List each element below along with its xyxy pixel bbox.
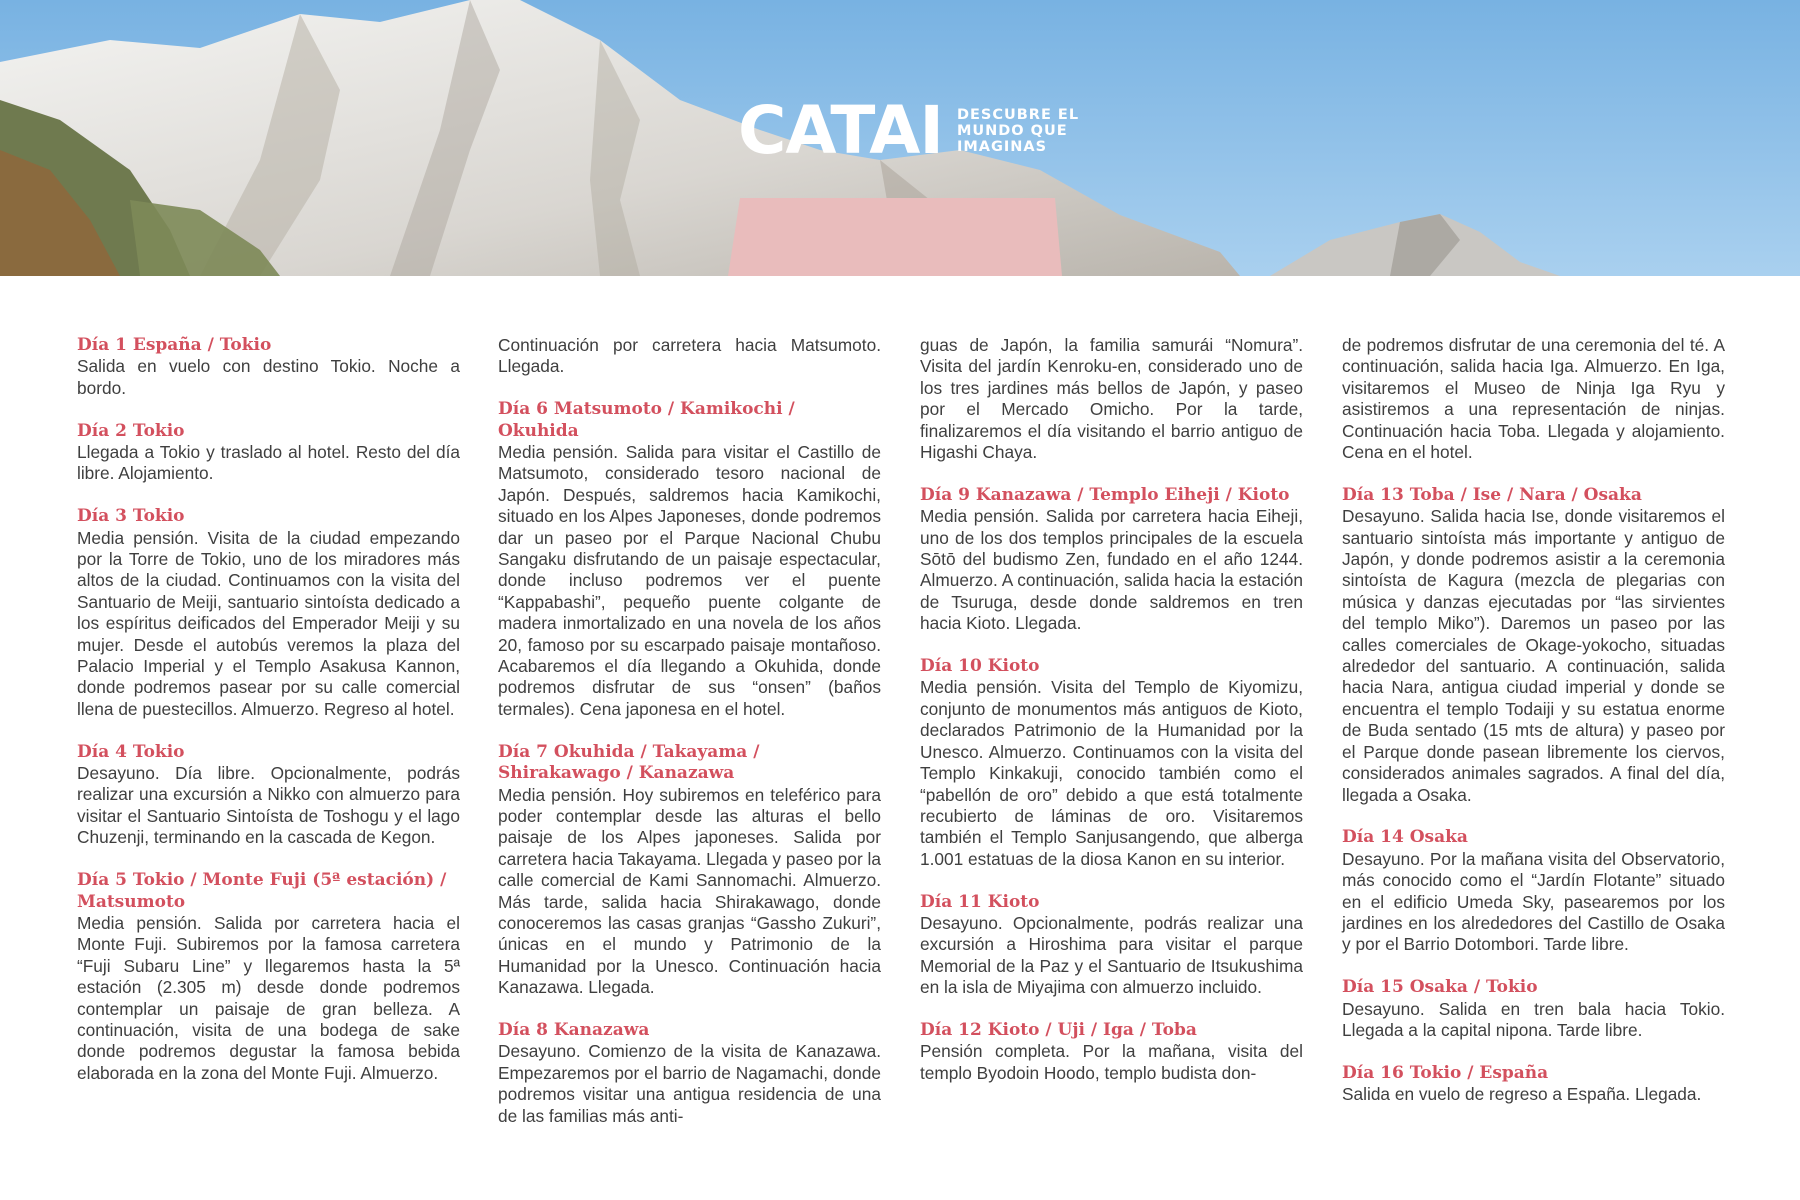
day-entry xyxy=(77,335,460,399)
day-title: Día 16 Tokio / España xyxy=(1342,1062,1549,1083)
day-title: Día 15 Osaka / Tokio xyxy=(1342,977,1538,998)
day-title: Día 14 Osaka xyxy=(1342,827,1468,848)
day-description: Llegada a Tokio y traslado al hotel. Resto del día libre. Alojamiento. xyxy=(77,442,460,484)
day-entry xyxy=(1342,827,1725,955)
day-entry xyxy=(77,506,460,720)
day-title: Día 3 Tokio xyxy=(77,506,185,527)
day-description: Desayuno. Salida hacia Ise, donde visitaremos el santuario sintoísta más importante y antiguo de Japón, y donde podremos asistir a la ceremonia sintoísta de Kagura (mezcla de plegarias con música y danzas ejecutadas por “las sirvientes del templo Miko”). Daremos un paseo por las calles comerciales de Okage-yokocho, situadas alrededor del santuario. A continuación, salida hacia Nara, antigua ciudad imperial y donde se encuentra el templo Todaiji y su estatua enorme de Buda sentado (15 mts de altura) y paseo por el Parque donde pasean libremente los ciervos, considerados animales sagrados. A final del día, llegada a Osaka. xyxy=(1342,506,1725,805)
day-entry xyxy=(920,1020,1303,1084)
day-description: Media pensión. Hoy subiremos en teleférico para poder contemplar desde las alturas el bello paisaje de los Alpes japoneses. Salida por carretera hacia Takayama. Llegada y paseo por la calle comercial de Kami Sannomachi. Almuerzo. Más tarde, salida hacia Shirakawago, donde conoceremos las casas granjas “Gassho Zukuri”, únicas en el mundo y Patrimonio de la Humanidad por la Unesco. Continuación hacia Kanazawa. Llegada. xyxy=(498,784,881,998)
day-title: Día 11 Kioto xyxy=(920,891,1040,912)
day-title: Día 1 España / Tokio xyxy=(77,335,272,355)
day-description: Continuación por carretera hacia Matsumoto. Llegada. xyxy=(498,335,881,377)
day-title: Día 7 Okuhida / Takayama / Shirakawago / Kanazawa xyxy=(498,741,760,784)
day-title: Día 12 Kioto / Uji / Iga / Toba xyxy=(920,1019,1197,1040)
logo-wordmark: CATAI xyxy=(738,92,943,169)
day-description: Media pensión. Salida por carretera hacia Eiheji, uno de los dos templos principales de la escuela Sōtō del budismo Zen, fundado en el año 1244. Almuerzo. A continuación, salida hacia la estación de Tsuruga, desde donde saldremos en tren hacia Kioto. Llegada. xyxy=(920,506,1303,634)
day-description: guas de Japón, la familia samurái “Nomura”. Visita del jardín Kenroku-en, considerado uno de los tres jardines más bellos de Japón, y paseo por el Mercado Omicho. Por la tarde, finalizaremos el día visitando el barrio antiguo de Higashi Chaya. xyxy=(920,335,1303,463)
itinerary-column-3 xyxy=(920,335,1303,1084)
day-continuation xyxy=(1342,335,1725,463)
day-title: Día 9 Kanazawa / Templo Eiheji / Kioto xyxy=(920,484,1290,505)
day-entry xyxy=(1342,485,1725,806)
day-continuation xyxy=(920,335,1303,463)
day-description: Desayuno. Comienzo de la visita de Kanazawa. Empezaremos por el barrio de Nagamachi, donde podremos visitar una antigua residencia de una de las familias más anti- xyxy=(498,1041,881,1126)
day-description: Salida en vuelo con destino Tokio. Noche a bordo. xyxy=(77,356,460,398)
itinerary-column-4 xyxy=(1342,335,1725,1106)
hero-mountain-photo xyxy=(0,0,1800,276)
day-description: Media pensión. Salida para visitar el Castillo de Matsumoto, considerado tesoro nacional de Japón. Después, saldremos hacia Kamikochi, situado en los Alpes Japoneses, donde podremos dar un paseo por el Parque Nacional Chubu Sangaku disfrutando de un paisaje espectacular, donde incluso podremos ver el puente “Kappabashi”, pequeño puente colgante de madera inmortalizado en una novela de los años 20, famoso por su escarpado paisaje montañoso. Acabaremos el día llegando a Okuhida, donde podremos disfrutar de sus “onsen” (baños termales). Cena japonesa en el hotel. xyxy=(498,442,881,719)
day-title: Día 10 Kioto xyxy=(920,656,1040,677)
day-description: Desayuno. Salida en tren bala hacia Tokio. Llegada a la capital nipona. Tarde libre. xyxy=(1342,998,1725,1040)
day-entry xyxy=(920,892,1303,999)
day-entry xyxy=(77,742,460,849)
day-description: Desayuno. Día libre. Opcionalmente, podrás realizar una excursión a Nikko con almuerzo para visitar el Santuario Sintoísta de Toshogu y el lago Chuzenji, terminando en la cascada de Kegon. xyxy=(77,763,460,848)
logo-tagline xyxy=(957,107,1079,155)
day-title: Día 4 Tokio xyxy=(77,741,185,762)
day-entry xyxy=(920,656,1303,870)
day-entry xyxy=(498,399,881,720)
day-description: Desayuno. Por la mañana visita del Observatorio, más conocido como el “Jardín Flotante” situado en el edificio Umeda Sky, pasearemos por los jardines en los alrededores del Castillo de Osaka y por el Barrio Dotombori. Tarde libre. xyxy=(1342,848,1725,955)
day-title: Día 5 Tokio / Monte Fuji (5ª estación) / Matsumoto xyxy=(77,870,447,912)
day-description: Pensión completa. Por la mañana, visita del templo Byodoin Hoodo, templo budista don- xyxy=(920,1041,1303,1083)
day-description: Media pensión. Salida por carretera hacia el Monte Fuji. Subiremos por la famosa carretera “Fuji Subaru Line” y llegaremos hasta la 5ª estación (2.305 m) desde donde podremos contemplar un paisaje de gran belleza. A continuación, visita de una bodega de sake donde podremos degustar la famosa bebida elaborada en la zona del Monte Fuji. Almuerzo. xyxy=(77,912,460,1083)
day-description: Desayuno. Opcionalmente, podrás realizar una excursión a Hiroshima para visitar el parque Memorial de la Paz y el Santuario de Itsukushima en la isla de Miyajima con almuerzo incluido. xyxy=(920,912,1303,998)
day-title: Día 8 Kanazawa xyxy=(498,1019,650,1040)
day-entry xyxy=(1342,1063,1725,1106)
day-title: Día 6 Matsumoto / Kamikochi / Okuhida xyxy=(498,399,795,441)
day-entry xyxy=(77,870,460,1084)
day-entry xyxy=(77,421,460,485)
itinerary-column-2 xyxy=(498,335,881,1127)
day-title: Día 2 Tokio xyxy=(77,420,185,441)
day-entry xyxy=(498,1020,881,1127)
day-description: Media pensión. Visita de la ciudad empezando por la Torre de Tokio, uno de los miradores más altos de la ciudad. Continuamos con la visita del Santuario de Meiji, santuario sintoísta dedicado a los espíritus deificados del Emperador Meiji y su mujer. Desde el autobús veremos la plaza del Palacio Imperial y el Templo Asakusa Kannon, donde podremos pasear por su calle comercial llena de puestecillos. Almuerzo. Regreso al hotel. xyxy=(77,527,460,719)
day-entry xyxy=(498,742,881,999)
day-description: Media pensión. Visita del Templo de Kiyomizu, conjunto de monumentos más antiguos de Kioto, declarados Patrimonio de la Humanidad por la Unesco. Almuerzo. Continuamos con la visita del Templo Kinkakuji, conocido también como el “pabellón de oro” debido a que está totalmente recubierto de láminas de oro. Visitaremos también el Templo Sanjusangendo, que alberga 1.001 estatuas de la diosa Kanon en su interior. xyxy=(920,677,1303,869)
tagline-line: MUNDO QUE xyxy=(956,123,1068,139)
day-description: de podremos disfrutar de una ceremonia del té. A continuación, salida hacia Iga. Almuerzo. En Iga, visitaremos el Museo de Ninja Iga Ryu y asistiremos a una representación de ninjas. Continuación hacia Toba. Llegada y alojamiento. Cena en el hotel. xyxy=(1342,335,1725,463)
tagline-line: IMAGINAS xyxy=(956,139,1048,155)
day-entry xyxy=(920,485,1303,635)
day-entry xyxy=(1342,977,1725,1041)
day-continuation xyxy=(498,335,881,378)
itinerary-column-1 xyxy=(77,335,460,1084)
pink-banner-shape xyxy=(728,198,1062,276)
catai-logo xyxy=(738,92,1080,169)
day-description: Salida en vuelo de regreso a España. Llegada. xyxy=(1342,1084,1702,1105)
tagline-line: DESCUBRE EL xyxy=(956,107,1080,123)
day-title: Día 13 Toba / Ise / Nara / Osaka xyxy=(1342,484,1642,505)
